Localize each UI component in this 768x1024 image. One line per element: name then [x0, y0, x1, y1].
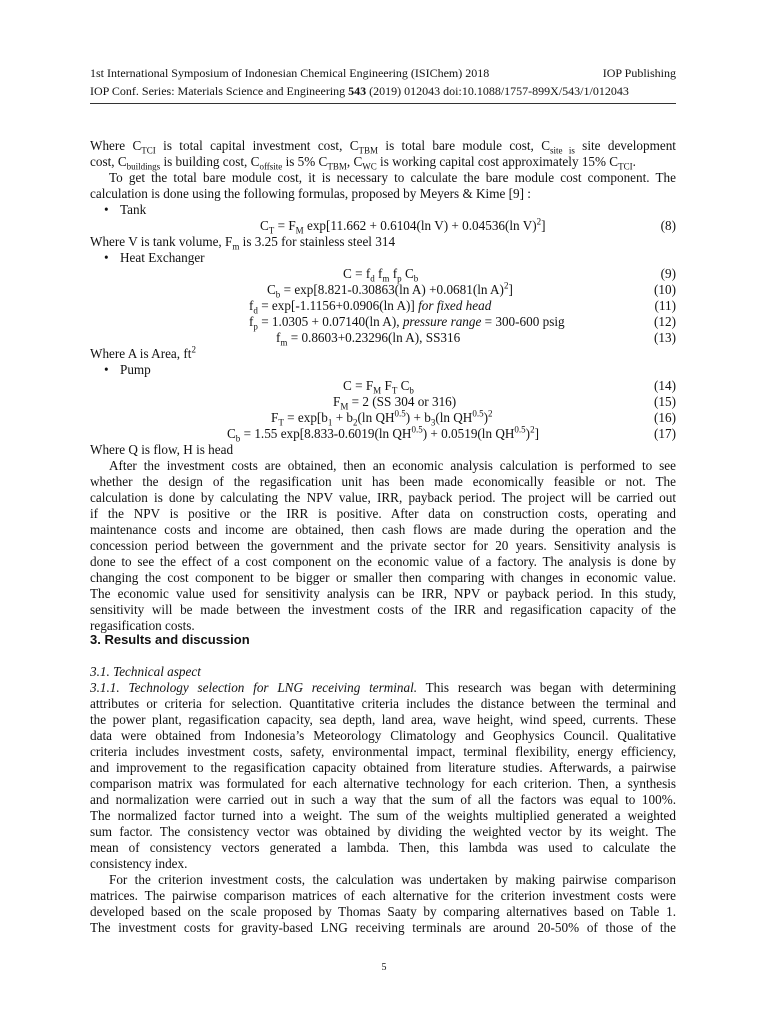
text-line: maintenance costs and income are obtained, then cash flows are made during the operation and the: [90, 522, 676, 537]
text-line: The normalized factor turned into a weight. The sum of the weights multiplied generated a weighted: [90, 808, 676, 823]
text-line: regasification costs.: [90, 618, 195, 633]
text-line: cost, $C_{buildings}$ is building cost, $C_{offsite}$ is 5% $C_{TBM}$, $C_{WC}$ is working capital cost approximately 15% $C_{TCI}$.: [90, 154, 636, 172]
text-line: matrices. The pairwise comparison matrices of each alternative for the criterion investment costs were: [90, 888, 676, 903]
subsection-heading: 3.1. Technical aspect: [90, 664, 201, 679]
equation-16: $F_T = \exp[b_1 + b_2(\ln$ $QH^{0.5}) + b_3(\ln$ $QH^{0.5})^2$: [271, 408, 493, 428]
equation-number: (8): [660, 218, 676, 233]
equation-10: $C_b = \exp[8.821-0.30863(\ln$ A) +0.0681(ln A)$^2$]: [267, 280, 513, 300]
text-line: data were obtained from Indonesia’s Meteorology Climatology and Geophysics Council. Qualitative: [90, 728, 676, 743]
equation-number: (12): [654, 314, 676, 329]
equation-17: $C_b = 1.55$ exp[8.833-0.6019(ln $QH^{0.5}) + 0.0519(\ln$ $QH^{0.5})^2$]: [227, 424, 539, 444]
text-line: changing the cost component to be bigger or smaller then comparing with changes in economic value.: [90, 570, 676, 585]
text-line: For the criterion investment costs, the calculation was undertaken by making pairwise comparison: [109, 872, 676, 887]
equation-number: (11): [654, 298, 676, 313]
text-line: The investment costs for gravity-based LNG receiving terminals are around 20-50% of those of the: [90, 920, 676, 935]
text-line: sensitivity will be made between the investment costs of the IRR and regasification capacity of the: [90, 602, 676, 617]
equation-number: (15): [654, 394, 676, 409]
equation-number: (9): [660, 266, 676, 281]
publisher-name: IOP Publishing: [602, 66, 676, 80]
series-name: IOP Conf. Series: Materials Science and Engineering: [90, 84, 349, 98]
text-line: The economic value used for sensitivity analysis can be IRR, NPV or payback period. In this study,: [90, 586, 676, 601]
text-line: criteria includes investment costs, safety, environmental impact, terminal flexibility, energy efficiency,: [90, 744, 676, 759]
running-header: [90, 66, 676, 81]
conference-name: 1st International Symposium of Indonesian Chemical Engineering (ISIChem) 2018: [90, 66, 490, 80]
equation-14: $C = F_M$ $F_T$ $C_b$: [343, 378, 414, 396]
text-line: consistency index.: [90, 856, 188, 871]
text-line: and normalization were carried out in such a way that the sum of all the factors was equal to 100%.: [90, 792, 676, 807]
citation-doi: (2019) 012043 doi:10.1088/1757-899X/543/1/012043: [366, 84, 629, 98]
header-rule: [90, 103, 676, 104]
text-line: done to see the effect of a cost component on the economic value of a factory. The analysis is done by: [90, 554, 676, 569]
equation-12: $f_p = 1.0305 + 0.07140(\ln$ A), pressure range = 300-600 psig: [249, 314, 565, 332]
page-number: 5: [381, 962, 387, 973]
text-line: 3.1.1. Technology selection for LNG receiving terminal. This research was began with determining: [90, 680, 676, 695]
equation-9: $C = f_d$ $f_m$ $f_p$ $C_b$: [343, 266, 419, 284]
bullet-item-tank: • Tank: [104, 202, 147, 217]
text-line: Where $C_{TCI}$ is total capital investment cost, $C_{TBM}$ is total bare module cost, $C_{site is}$ site development: [90, 138, 676, 156]
text-line: Where Q is flow, H is head: [90, 442, 234, 457]
text-line: calculation is done by calculating the NPV value, IRR, payback period. The project will be carried out: [90, 490, 676, 505]
text-line: developed based on the scale proposed by Thomas Saaty by comparing alternatives based on Table 1.: [90, 904, 676, 919]
section-heading: 3. Results and discussion: [90, 632, 250, 647]
text-line: the power plant, regasification capacity, sea depth, land area, wave height, wind speed, currents. These: [90, 712, 676, 727]
bullet-item-heat-exchanger: • Heat Exchanger: [104, 250, 205, 265]
equation-11: $f_d = \exp[-1.1156+0.0906(\ln$ A)] for fixed head: [249, 298, 492, 316]
equation-number: (16): [654, 410, 676, 425]
equation-15: $F_M = 2$ (SS 304 or 316): [333, 394, 457, 412]
equation-number: (17): [654, 426, 676, 441]
text-line: concession period between the government and the private sector for 20 years. Sensitivity analysis is: [90, 538, 676, 553]
text-line: mean of consistency vectors generated a lambda. Then, this lambda was used to calculate the: [90, 840, 676, 855]
text-line: comparison matrix was formulated for each alternative technology for each criterion. Then, a synthesis: [90, 776, 676, 791]
text-line: calculation is done using the following formulas, proposed by Meyers & Kime [9] :: [90, 186, 531, 201]
equation-13: $f_m = 0.8603+0.23296(\ln$ A), SS316: [276, 330, 461, 348]
text-line: Where V is tank volume, $F_m$ is 3.25 for stainless steel 314: [90, 234, 396, 252]
text-line: if the NPV is positive or the IRR is positive. After data on construction costs, operating and: [90, 506, 676, 521]
citation-header: [90, 84, 676, 99]
text-line: and improvement to the regasification capacity obtained from literature studies. Afterwards, a pairwise: [90, 760, 676, 775]
text-line: attributes or criteria for selection. Quantitative criteria includes the distance between the terminal and: [90, 696, 676, 711]
text-line: To get the total bare module cost, it is necessary to calculate the bare module cost component. The: [109, 170, 676, 185]
text-line: Where A is Area, $ft^2$: [90, 344, 196, 361]
equation-8: $C_T = F_M$ exp[11.662 + 0.6104(ln V) + 0.04536(ln V)$^2$]: [260, 216, 546, 236]
text-line: After the investment costs are obtained, then an economic analysis calculation is performed to see: [109, 458, 676, 473]
volume-number: 543: [348, 84, 367, 98]
equation-number: (14): [654, 378, 676, 393]
equation-number: (10): [654, 282, 676, 297]
bullet-item-pump: • Pump: [104, 362, 151, 377]
text-line: sum factor. The consistency vector was obtained by dividing the weighted vector by its weight. The: [90, 824, 676, 839]
equation-number: (13): [654, 330, 676, 345]
text-line: whether the design of the regasification unit has been made economically feasible or not. The: [90, 474, 676, 489]
